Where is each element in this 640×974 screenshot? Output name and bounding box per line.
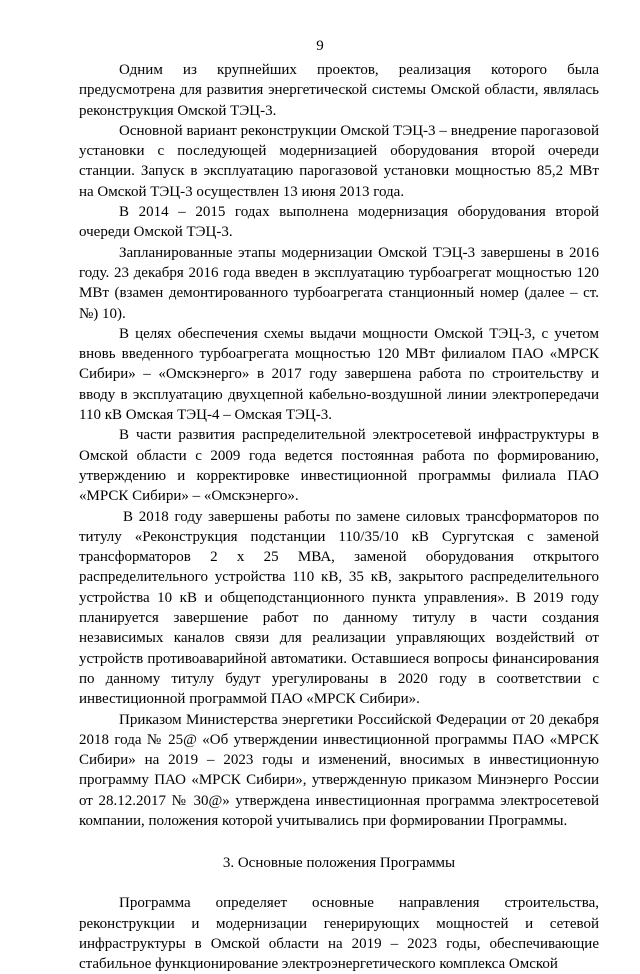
paragraph: Запланированные этапы модернизации Омской ТЭЦ-3 завершены в 2016 году. 23 декабря 2016 года введен в эксплуатацию турбоагрегат мощностью 120 МВт (взамен демонтированного турбоагрегата станционный номер (далее – ст. №) 10). [79, 244, 599, 322]
paragraph: В 2018 году завершены работы по замене силовых трансформаторов по титулу «Реконструкция подстанции 110/35/10 кВ Сургутская с заменой трансформаторов 2 х 25 МВА, заменой оборудования открытого распределительного устройства 110 кВ, 35 кВ, закрытого распределительного устройства 10 кВ и общеподстанционного пункта управления». В 2019 году планируется завершение работ по данному титулу в части создания независимых каналов связи для реализации управляющих воздействий от устройств противоаварийной автоматики. Оставшиеся вопросы финансирования по данному титулу будут урегулированы в 2020 году в соответствии с инвестиционной программой ПАО «МРСК Сибири». [79, 508, 599, 708]
paragraph: Основной вариант реконструкции Омской ТЭЦ-3 – внедрение парогазовой установки с последующей модернизацией оборудования второй очереди станции. Запуск в эксплуатацию парогазовой установки мощностью 85,2 МВт на Омской ТЭЦ-3 осуществлен 13 июня 2013 года. [79, 122, 599, 200]
page-number: 9 [316, 38, 324, 54]
paragraph: Приказом Министерства энергетики Российской Федерации от 20 декабря 2018 года № 25@ «Об утверждении инвестиционной программы ПАО «МРСК Сибири» на 2019 – 2023 годы и изменений, вносимых в инвестиционную программу ПАО «МРСК Сибири», утвержденную приказом Минэнерго России от 28.12.2017 № 30@» утверждена инвестиционная программа электросетевой компании, положения которой учитывались при формировании Программы. [79, 711, 599, 829]
document-body [79, 60, 599, 974]
section-paragraph: Программа определяет основные направления строительства, реконструкции и модернизации генерирующих мощностей и сетевой инфраструктуры в Омской области на 2019 – 2023 годы, обеспечивающие стабильное функционирование электроэнергетического комплекса Омской [79, 895, 599, 973]
paragraph: В 2014 – 2015 годах выполнена модернизация оборудования второй очереди Омской ТЭЦ-3. [79, 204, 599, 241]
paragraph: В части развития распределительной электросетевой инфраструктуры в Омской области с 2009 года ведется постоянная работа по формированию, утверждению и корректировке инвестиционной программы филиала ПАО «МРСК Сибири» – «Омскэнерго». [79, 427, 599, 505]
paragraph: В целях обеспечения схемы выдачи мощности Омской ТЭЦ-3, с учетом вновь введенного турбоагрегата мощностью 120 МВт филиалом ПАО «МРСК Сибири» – «Омскэнерго» в 2017 году завершена работа по строительству и вводу в эксплуатацию двухцепной кабельно-воздушной линии электропередачи 110 кВ Омская ТЭЦ-4 – Омская ТЭЦ-3. [79, 325, 599, 424]
section-heading: 3. Основные положения Программы [222, 855, 456, 872]
paragraph: Одним из крупнейших проектов, реализация которого была предусмотрена для развития энергетической системы Омской области, являлась реконструкция Омской ТЭЦ-3. [79, 62, 599, 119]
